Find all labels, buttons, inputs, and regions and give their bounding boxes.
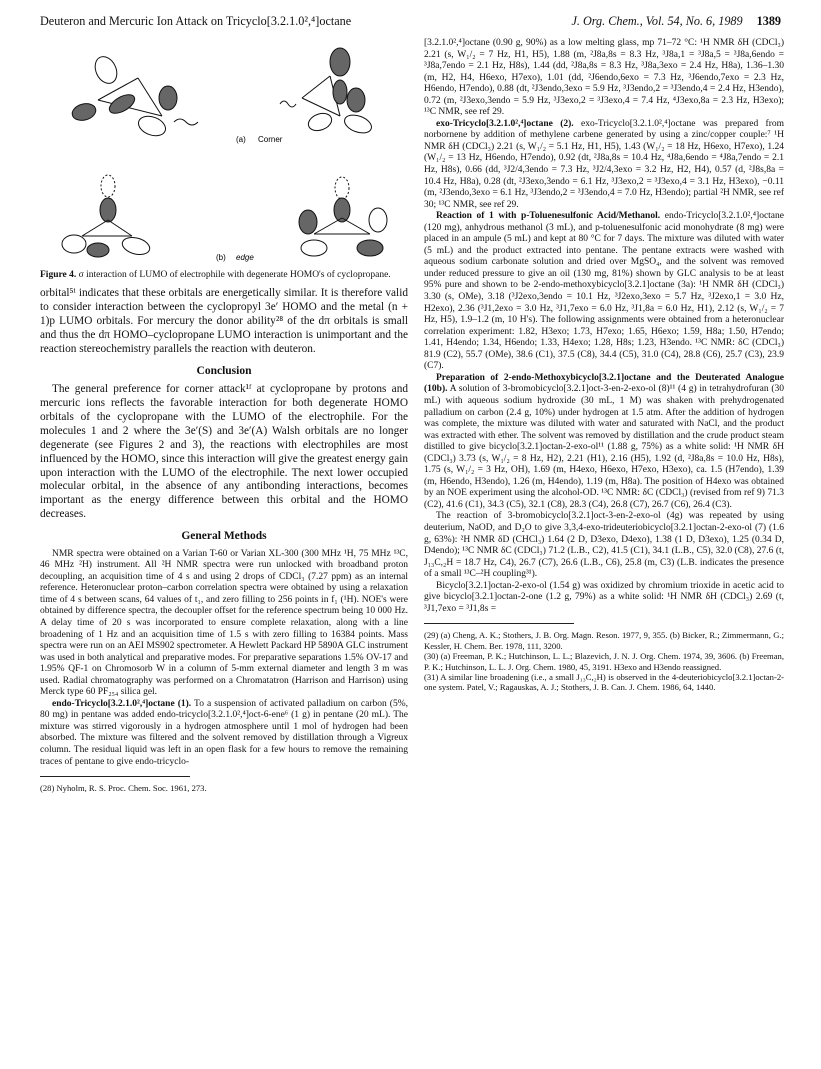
ref-31: (31) A similar line broadening (i.e., a small J₁₃C,₂H) is observed in the 4-deuteriobicyclo[3.2.1]octan-2-one system. Patel, V.; Ragauskas, A. J.; Stothers, J. B. Can. J. Chem. 1986, 64, 1440.	[424, 671, 784, 693]
figure-caption	[40, 270, 408, 281]
right-column	[424, 38, 784, 693]
compound-2-text: exo-Tricyclo[3.2.1.0²,⁴]octane was prepared from norbornene by addition of methylene carbene generated by using a zinc/copper couple:⁷ ¹H NMR δH (CDCl₃) 2.21 (s, W₁/₂ = 5.1 Hz, H1, H5), 1.43 (W₁/₂ = 18 Hz, H6exo, H7exo), 1.24 (W₁/₂ = 13 Hz, H6endo, H7endo), 0.92 (dt, ²J8a,8s = 10.4 Hz, ⁴J8a,6endo = ⁴J8a,7endo = 2.1 Hz, H8s), 0.66 (dd, ³J2/4,3endo = 7.3 Hz, ³J2/4,3exo = 3.2 Hz, H2, H4), 0.57 (d, ²J8s,8a = 10.4 Hz, H8a), 0.28 (dt, ²J3exo,3endo = 6.1 Hz, ³J3exo,2 = ³J3exo,4 = 3.1 Hz, H3exo), −0.11 (m, ²J3endo,3exo = 6.1 Hz, ³J3endo,2 = ³J3endo,4 = 7.0 Hz, H3endo); partial ²H NMR, see ref 30; ¹³C NMR, see ref 29.	[424, 118, 785, 210]
paragraph-reaction	[424, 211, 784, 373]
reaction-text: endo-Tricyclo[3.2.1.0²,⁴]octane (120 mg), anhydrous methanol (3 mL), and p-toluenesulfonic acid monohydrate (8 mg) were placed in an ampule (5 mL) and kept at 80 °C for 7 days. The mixture was diluted with water (5 mL) and the product extracted into pentane. The pentane extracts were washed with aqueous sodium carbonate solution and dried over MgSO₄, and the solvent was removed under reduced pressure to give an oil (130 mg, 81%) shown by GLC analysis to be at least 95% pure and shown to be 2-endo-methoxybicyclo[3.2.1]octane (3a): ¹H NMR δH (CDCl₃) 3.30 (s, OMe), 3.18 (³J2exo,3endo = 10.1 Hz, ³J2exo,3exo = 5.7 Hz, ³J2exo,1 = 3.0 Hz, H2exo), 2.36 (³J1,2exo = 3.0 Hz, ³J1,7exo = 6.0 Hz, ³J1,8a = 6.0 Hz, H1), 2.12 (s, W₁/₂ = 7 Hz, H5), 1.9–1.2 (m, 10 H's). The following assignments were obtained from a heteronuclear correlation experiment: 1.82, H3exo; 1.73, H7exo; 1.65, H6exo; 1.59, H8a; 1.50, H7endo; 1.41, H4endo; 1.34, H6endo; 1.33, H4exo; 1.28, H8s; 1.23, H3endo. ¹³C NMR: δC (CDCl₃) 81.9 (C2), 55.7 (OMe), 38.6 (C1), 37.5 (C8), 34.4 (C5), 31.0 (C4), 28.8 (C6), 25.7 (C3), 23.9 (C7).	[424, 211, 784, 372]
compound-1-heading: endo-Tricyclo[3.2.1.0²,⁴]octane (1).	[52, 698, 192, 709]
orbital-diagram	[40, 38, 408, 266]
page-number: 1389	[756, 14, 781, 28]
edge-attack-diagram-1	[62, 175, 152, 257]
edge-attack-diagram-2	[299, 177, 387, 256]
caption-label: Figure 4.	[40, 270, 77, 280]
footnotes-left	[40, 783, 408, 793]
left-column	[40, 38, 408, 793]
label-a: (a)	[236, 135, 246, 144]
paragraph-methods: NMR spectra were obtained on a Varian T-60 or Varian XL-300 (300 MHz ¹H, 75 MHz ¹³C, 46 MHz ²H) instrument. All ²H NMR spectra were run unlocked with broadband proton decoupling, an acquisition time of 4 s and using 2 drops of CDCl₃ (7.27 ppm) as an internal reference. Heteronuclear proton–carbon correlation spectra were obtained by using a relaxation time of 4 s between scans, 64 values of t₁, and zero filling to 256 points in f₁ (¹H). NOE's were obtained by difference spectra, the decoupler offset for the reference spectrum being 10 000 Hz. A delay time of 20 s was incorporated to ensure complete relaxation, along with a line broadening of 1 Hz and an acquisition time of 1.5 s with zero filling to 16384 points. Mass spectra were run on an AEI MS902 spectrometer. A Hewlett Packard HP 5890A GLC instrument was used in both analytical and preparative modes. For preparative separations 1.5% OV-17 and 1.95% QF-1 on Chromosorb W in a column of 5-mm external diameter and length 3 m was used. Radial chromatography was performed on a Chromatatron (Harrison and Harrison) using Merck type 60 PF₂₅₄ silica gel.	[40, 548, 408, 698]
compound-1-text: To a suspension of activated palladium on carbon (5%, 80 mg) in pentane was added endo-tricyclo[3.2.1.0²,⁴]oct-6-ene⁶ (1 g) in pentane (20 mL). The mixture was stirred vigorously in a hydrogen atmosphere until 1 mol of hydrogen had been absorbed. The mixture was filtered and the solvent removed by distillation through a Vigreux column. The residual liquid was left in an open flask for a few hours to remove the remaining traces of pentane to give endo-tricyclo-	[40, 698, 408, 767]
ref-30: (30) (a) Freeman, P. K.; Hutchinson, L. L.; Blazevich, J. N. J. Org. Chem. 1974, 39, 3606. (b) Freeman, P. K.; Hutchinson, L. L. J. Org. Chem. 1980, 45, 3191. H3exo and H3endo reassigned.	[424, 651, 784, 672]
corner-attack-diagram-1	[70, 53, 198, 139]
label-corner: Corner	[258, 135, 283, 144]
paragraph-compound-1-cont: [3.2.1.0²,⁴]octane (0.90 g, 90%) as a low melting glass, mp 71–72 °C: ¹H NMR δH (CDCl₃) 2.21 (s, W₁/₂ = 7 Hz, H1, H5), 1.88 (m, ²J8a,8s = 8.3 Hz, ³J8a,1 = ³J8a,5 = ³J8a,6endo = ³J8a,7endo = 2.1 Hz, H8s), 1.44 (dd, ²J8a,8s = 8.3 Hz, ³J8a,3exo = 2.4 Hz, H8a), 1.36–1.30 (m, H2, H4, H6exo, H7exo), 1.01 (dd, ²J6endo,6exo = 7.3 Hz, ³J6endo,7exo = 2.3 Hz, H6endo, H7endo), 0.88 (dt, ²J3endo,3exo = 5.9 Hz, ³J3endo,2 = ³J3endo,4 = 2.4 Hz, H3endo), 0.72 (m, ²J3exo,3endo = 5.9 Hz, ³J3exo,2 = ³J3exo,4 = 7.4 Hz, ⁴J3exo,8a = 2.3 Hz, H3exo); ¹³C NMR, see ref 29.	[424, 38, 784, 118]
header-right	[571, 14, 781, 30]
ref-28: (28) Nyholm, R. S. Proc. Chem. Soc. 1961, 273.	[40, 783, 207, 794]
journal-citation: J. Org. Chem., Vol. 54, No. 6, 1989	[571, 14, 743, 28]
figure-4	[40, 38, 408, 266]
compound-2-heading: exo-Tricyclo[3.2.1.0²,⁴]octane (2).	[436, 118, 574, 129]
methods-heading: General Methods	[181, 530, 267, 543]
ref-29: (29) (a) Cheng, A. K.; Stothers, J. B. Org. Magn. Reson. 1977, 9, 355. (b) Bicker, R.; Zimmermann, G.; Kessler, H. Chem. Ber. 1978, 111, 3200.	[424, 630, 784, 651]
footnotes-right	[424, 630, 784, 692]
conclusion-heading: Conclusion	[196, 364, 252, 377]
paragraph-deuterium: The reaction of 3-bromobicyclo[3.2.1]oct-3-en-2-exo-ol (4g) was repeated by using deuterium, NaOD, and D₂O to give 3,3,4-exo-trideuteriobicyclo[3.2.1]octan-2-exo-ol (7) (1.6 g, 63%): ²H NMR δD (CHCl₃) 1.64 (2 D, D3exo, D4exo), 1.38 (1 D, D3exo), 1.25 (0.34 D, D4endo); ¹³C NMR δC (CDCl₃) 71.2 (L.B., C2), 41.5 (C1), 34.1 (L.B., C5), 32.0 (C8), 27.6 (t, J₁₃C,₂H = 18.7 Hz, C4), 26.7 (C7), 26.6 (L.B., C6), 25.8 (m, C3) (L.B. indicates the presence of a small ¹³C–²H coupling³¹).	[424, 511, 784, 580]
corner-attack-diagram-2	[280, 48, 374, 136]
reaction-heading: Reaction of 1 with p-Toluenesulfonic Acid/Methanol.	[436, 211, 661, 222]
paragraph-orbital: orbital⁵ⁱ indicates that these orbitals are energetically similar. It is therefore valid to consider interaction between the cyclopropyl 3e′ HOMO and the metal (n + 1)p LUMO orbitals. For mercury the donor ability²⁸ of the dπ orbitals is small and thus the dπ HOMO–cyclopropane LUMO interaction is unimportant and the reaction stereochemistry parallels the reaction with deuteron.	[40, 287, 408, 355]
header-title: Deuteron and Mercuric Ion Attack on Tricyclo[3.2.1.0²,⁴]octane	[40, 14, 352, 28]
label-b: (b)	[216, 253, 226, 262]
label-edge: edge	[236, 253, 254, 262]
paragraph-compound-1	[40, 699, 408, 768]
paragraph-preparation	[424, 373, 784, 512]
preparation-text: A solution of 3-bromobicyclo[3.2.1]oct-3-en-2-exo-ol (8)¹¹ (4 g) in tetrahydrofuran (30 mL) with aqueous sodium hydroxide (30 mL, 1 M) was shaken with prehydrogenated palladium on carbon (2.4 g, 10%) under hydrogen at 1.5 atm. After the addition of hydrogen was complete, the mixture was diluted with water and saturated with NaCl, and the product was extracted with ether. The solvent was removed by distillation and the crude product steam distilled to give bicyclo[3.2.1]octan-2-exo-ol¹¹ (1.88 g, 75%) as a white solid: ¹H NMR δH (CDCl₃) 3.73 (s, W₁/₂ = 8 Hz, H2), 2.21 (H1), 2.16 (H5), 1.92 (d, ²J8a,8s = 10.0 Hz, H8s), 1.75 (s, W₁/₂ = 3 Hz, OH), 1.69 (m, H4exo, H6exo, H7exo, H3exo), ca. 1.5 (H7endo), 1.39 (m, H6endo, H3endo), 1.26 (m, H4endo), 1.19 (m, H8a). The position of H4exo was obtained by an NOE experiment using the alcohol-OD. ¹³C NMR: δC (CDCl₃) (revised from ref 9) 71.3 (C2), 41.6 (C1), 34.3 (C5), 32.1 (C8), 28.3 (C4), 26.8 (C7), 26.7 (C6), 26.4 (C3).	[424, 384, 784, 510]
paragraph-compound-2	[424, 119, 784, 211]
footnote-rule	[40, 776, 190, 777]
running-header	[40, 14, 781, 30]
paragraph-conclusion: The general preference for corner attack¹ᶠ at cyclopropane by protons and mercuric ions reflects the favorable interaction for both degenerate HOMO orbitals of the cyclopropane with the LUMO of the electrophile. For the molecules 1 and 2 where the 3e′(S) and 3e′(A) Walsh orbitals are no longer degenerate (see Figures 2 and 3), the reactions with electrophiles are most influenced by the HOMO, since this interaction will give the greatest energy gain upon interaction with the LUMO of the electrophile. The next lower occupied molecular orbital, in the absence of any antibonding interactions, becomes important as the energy difference between this orbital and the HOMO decreases.	[40, 383, 408, 521]
caption-text: σ interaction of LUMO of electrophile with degenerate HOMO's of cyclopropane.	[78, 270, 391, 280]
paragraph-oxidation: Bicyclo[3.2.1]octan-2-exo-ol (1.54 g) was oxidized by chromium trioxide in acetic acid to give bicyclo[3.2.1]octan-2-one (1.2 g, 79%) as a white solid: ¹H NMR δH (CDCl₃) 2.69 (t, ³J1,7exo = ³J1,8s =	[424, 580, 784, 614]
footnote-rule-right	[424, 623, 574, 624]
preparation-heading: Preparation of 2-endo-Methoxybicyclo[3.2.1]octane and the Deuterated Analogue (10b).	[424, 372, 784, 395]
